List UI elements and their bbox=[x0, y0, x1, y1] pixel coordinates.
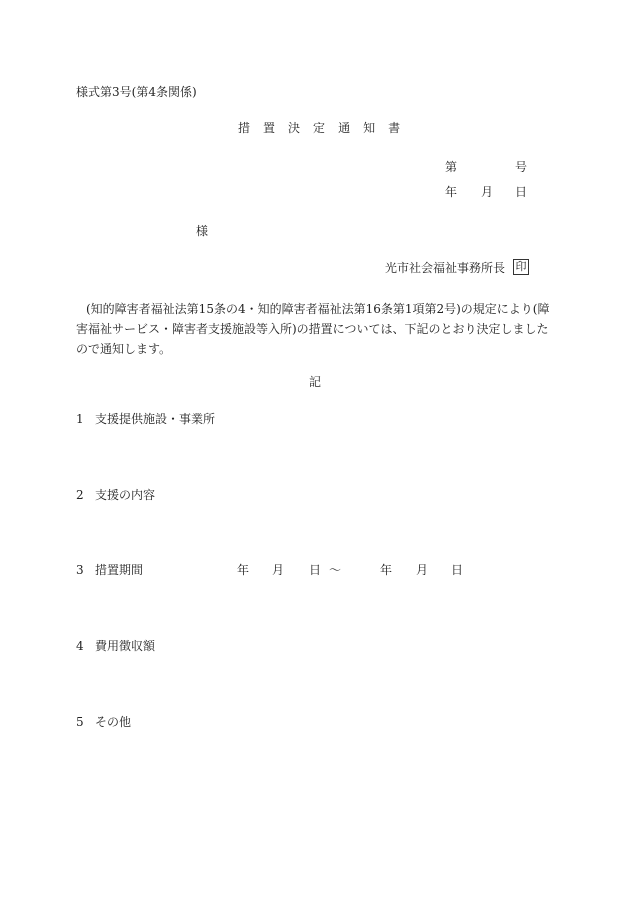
item-label-facility: 支援提供施設・事業所 bbox=[95, 412, 216, 426]
item-number-5: 5 bbox=[76, 715, 84, 729]
doc-number-label: 第 bbox=[445, 160, 458, 174]
item-label-fee: 費用徴収額 bbox=[95, 639, 156, 653]
title-char: 知 bbox=[363, 121, 376, 135]
period-start-day: 日 bbox=[309, 563, 322, 577]
title-char: 通 bbox=[338, 121, 351, 135]
title-char: 置 bbox=[263, 121, 276, 135]
period-start-year: 年 bbox=[237, 563, 250, 577]
seal-mark: 印 bbox=[513, 259, 529, 275]
doc-number-suffix: 号 bbox=[515, 160, 528, 174]
item-label-period: 措置期間 bbox=[95, 563, 144, 577]
period-end-month: 月 bbox=[416, 563, 429, 577]
item-number-1: 1 bbox=[76, 412, 84, 426]
title-char: 書 bbox=[388, 121, 401, 135]
period-end-year: 年 bbox=[380, 563, 393, 577]
issue-date-year: 年 bbox=[445, 185, 458, 199]
document-title bbox=[238, 122, 413, 134]
issue-date-month: 月 bbox=[481, 185, 494, 199]
ki-heading: 記 bbox=[309, 375, 322, 389]
item-number-4: 4 bbox=[76, 639, 84, 653]
title-char: 措 bbox=[238, 121, 251, 135]
addressee-suffix: 様 bbox=[196, 224, 209, 238]
item-number-2: 2 bbox=[76, 488, 84, 502]
period-end-day: 日 bbox=[451, 563, 464, 577]
form-number: 様式第3号(第4条関係) bbox=[76, 85, 197, 99]
title-char: 決 bbox=[288, 121, 301, 135]
issue-date-day: 日 bbox=[515, 185, 528, 199]
period-separator: 〜 bbox=[329, 563, 342, 577]
period-start-month: 月 bbox=[272, 563, 285, 577]
notice-body-text: (知的障害者福祉法第15条の4・知的障害者福祉法第16条第1項第2号)の規定により(障害福祉サービス・障害者支援施設等入所)の措置については、下記のとおり決定しましたので通知します。 bbox=[76, 302, 550, 356]
issuer-name: 光市社会福祉事務所長 bbox=[385, 261, 506, 275]
item-label-support-content: 支援の内容 bbox=[95, 488, 156, 502]
item-number-3: 3 bbox=[76, 563, 84, 577]
title-char: 定 bbox=[313, 121, 326, 135]
item-label-other: その他 bbox=[95, 715, 132, 729]
